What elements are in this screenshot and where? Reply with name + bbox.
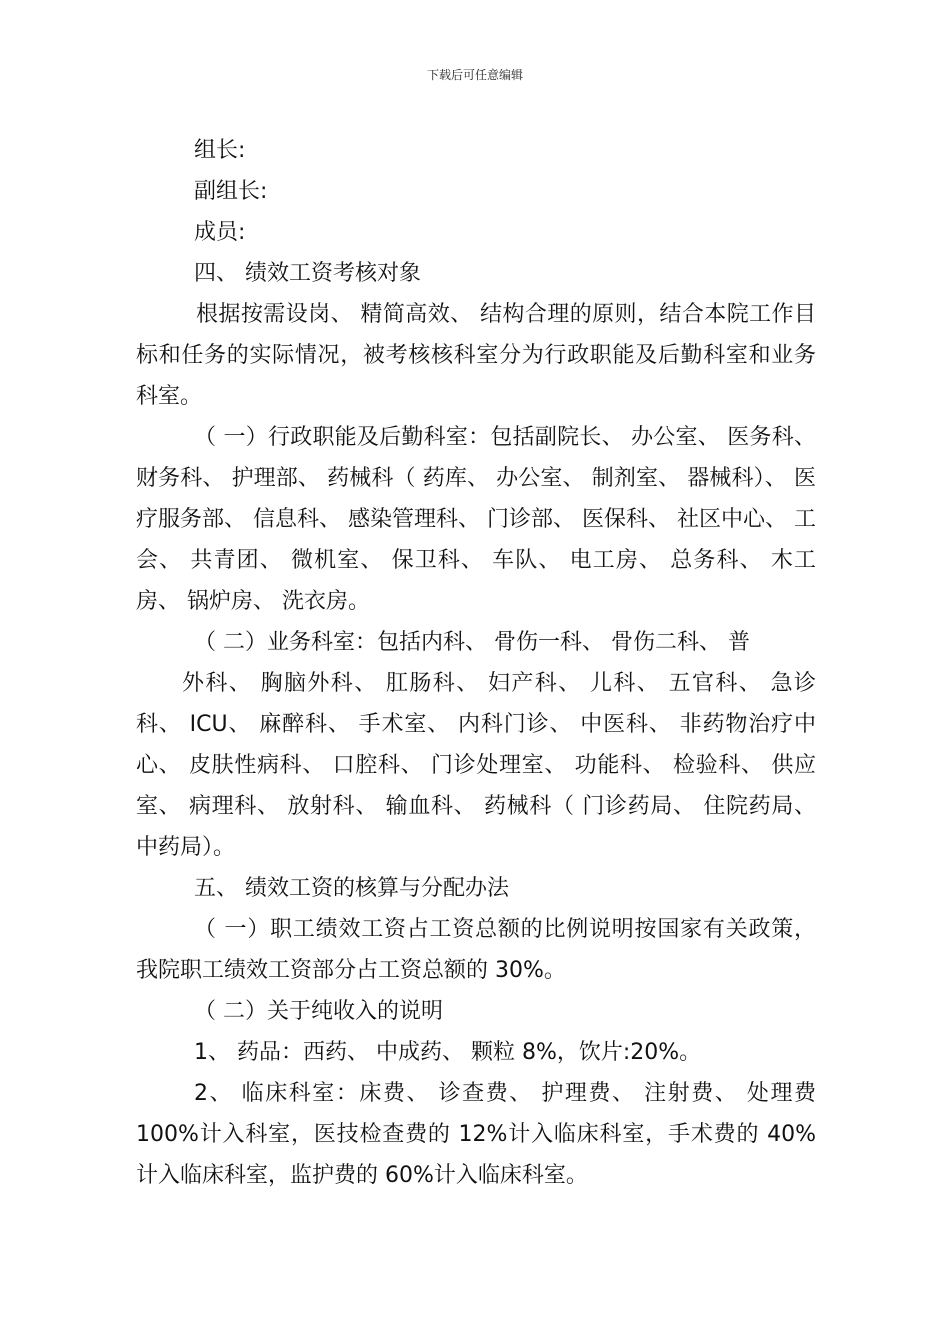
paragraph-net-income-heading: （ 二）关于纯收入的说明 (194, 999, 443, 1024)
paragraph-salary-ratio: （ 一）职工绩效工资占工资总额的比例说明按国家有关政策，我院职工绩效工资部分占工资总额的 30%。 (136, 917, 816, 983)
paragraph-assessment-scope: 根据按需设岗、 精简高效、 结构合理的原则，结合本院工作目标和任务的实际情况，被考核核科室分为行政职能及后勤科室和业务科室。 (136, 302, 816, 409)
paragraph-team-leader: 组长: (194, 138, 246, 163)
paragraph-drugs: 1、 药品：西药、 中成药、 颗粒 8%，饮片:20%。 (194, 1040, 702, 1065)
paragraph-business-departments-list: 外科、 胸脑外科、 肛肠科、 妇产科、 儿科、 五官科、 急诊科、 ICU、 麻醉科、 手术室、 内科门诊、 中医科、 非药物治疗中心、 皮肤性病科、 口腔科、 门诊处理室、 功能科、 检验科、 供应室、 病理科、 放射科、 输血科、 药械科（ 门诊药局、 住院药局、 中药局）。 (136, 671, 816, 860)
page-header: 下载后可任意编辑 (426, 68, 523, 82)
section-heading-5: 五、 绩效工资的核算与分配办法 (194, 876, 509, 901)
section-heading-4: 四、 绩效工资考核对象 (194, 261, 421, 286)
document-body (136, 130, 816, 1196)
paragraph-clinical-departments: 2、 临床科室：床费、 诊查费、 护理费、 注射费、 处理费 100%计入科室，医技检查费的 12%计入临床科室，手术费的 40%计入临床科室，监护费的 60%计入临床科室。 (136, 1081, 816, 1188)
paragraph-deputy-leader: 副组长: (194, 179, 268, 204)
paragraph-members: 成员: (194, 220, 246, 245)
paragraph-business-departments-start: （ 二）业务科室：包括内科、 骨伤一科、 骨伤二科、 普 (194, 630, 750, 655)
paragraph-admin-departments: （ 一）行政职能及后勤科室：包括副院长、 办公室、 医务科、 财务科、 护理部、 药械科（ 药库、 办公室、 制剂室、 器械科）、 医疗服务部、 信息科、 感染管理科、 门诊部、 医保科、 社区中心、 工会、 共青团、 微机室、 保卫科、 车队、 电工房、 总务科、 木工房、 锅炉房、 洗衣房。 (136, 425, 816, 614)
